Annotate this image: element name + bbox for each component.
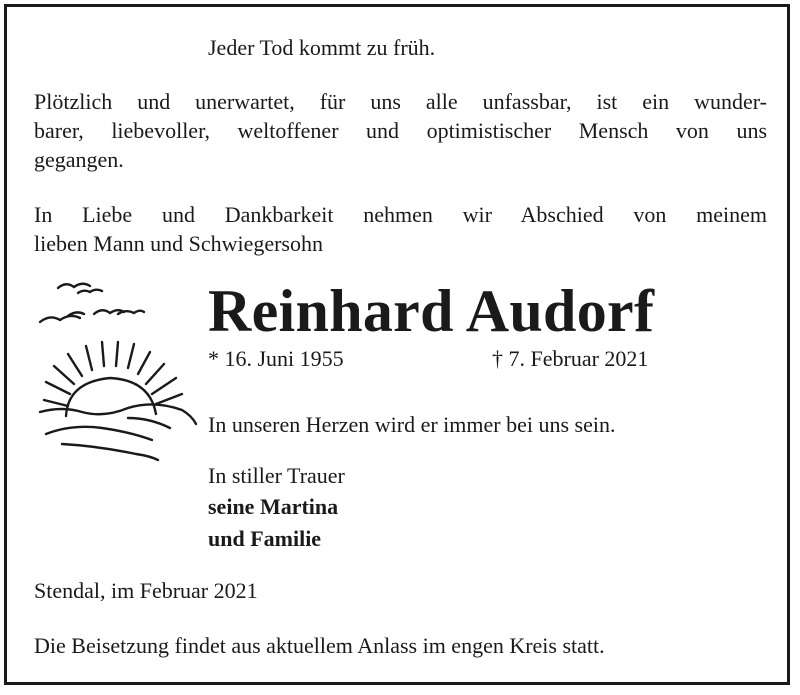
quote: In unseren Herzen wird er immer bei uns sein. [208,412,616,437]
mourning-intro: In stiller Trauer [208,463,345,488]
mourner-name-1: seine Martina [208,494,339,519]
farewell-line-2: lieben Mann und Schwiegersohn [34,231,323,256]
death-date: † 7. Februar 2021 [492,346,649,371]
mourner-name-2: und Familie [208,526,322,551]
motto: Jeder Tod kommt zu früh. [208,35,436,60]
place-date: Stendal, im Februar 2021 [34,578,258,603]
funeral-note: Die Beisetzung findet aus aktuellem Anlass im engen Kreis statt. [34,633,605,658]
sunset-with-birds-icon [32,278,202,468]
deceased-name: Reinhard Audorf [208,278,655,344]
farewell-line-1: In Liebe und Dankbarkeit nehmen wir Abschied von meinem [34,202,767,227]
intro-line-3: gegangen. [34,147,124,172]
birth-date: * 16. Juni 1955 [208,346,344,371]
intro-line-1: Plötzlich und unerwartet, für uns alle unfassbar, ist ein wunder- [34,89,767,114]
intro-line-2: barer, liebevoller, weltoffener und optimistischer Mensch von uns [34,118,767,143]
